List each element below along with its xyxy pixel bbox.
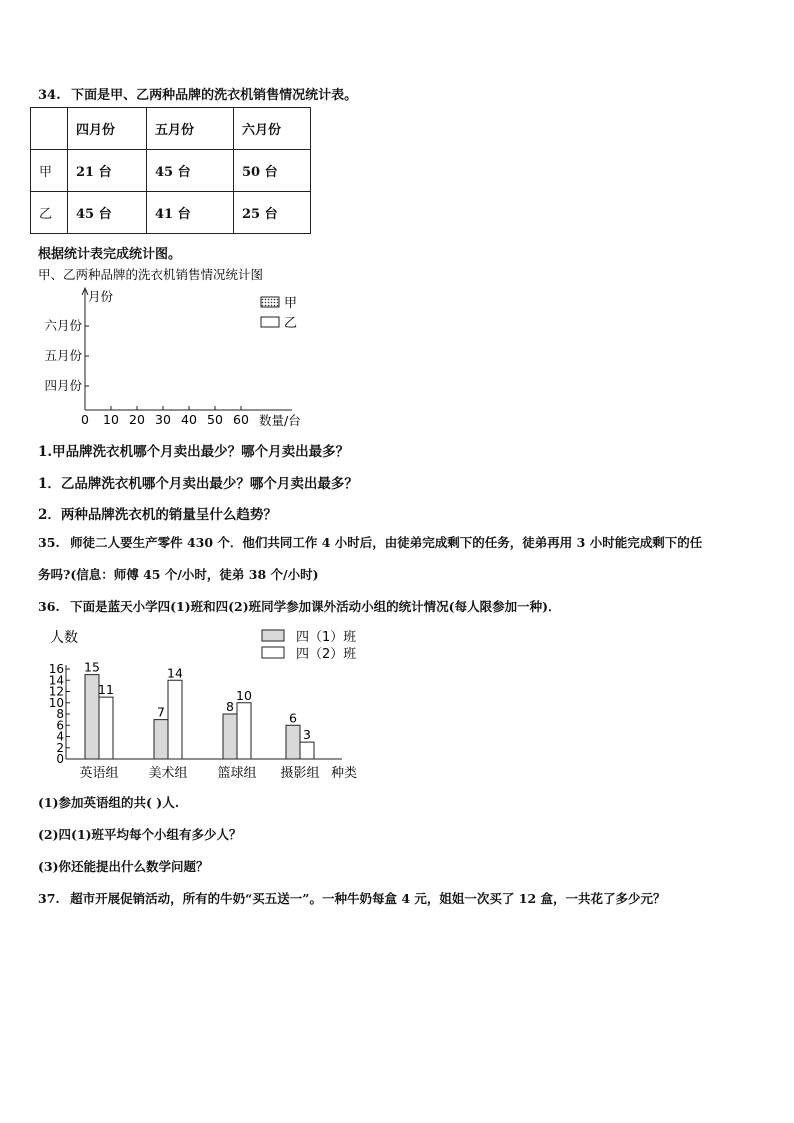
table-header-cell: 六月份 [234, 108, 311, 150]
y-tick-label: 2 [56, 740, 64, 755]
sub-question-1: (1)参加英语组的共( )人. [38, 795, 180, 810]
y-tick-label: 四月份 [44, 378, 82, 393]
x-tick-label: 40 [181, 412, 197, 427]
question-number: 35. [38, 535, 60, 550]
y-tick-label: 0 [56, 752, 64, 766]
y-tick-label: 14 [48, 673, 64, 688]
x-tick-label: 篮球组 [217, 766, 257, 781]
bar [99, 697, 113, 759]
data-label: 3 [303, 727, 311, 743]
question-number: 37. [38, 891, 60, 906]
table-cell: 25 台 [234, 192, 311, 234]
table-cell: 45 台 [147, 150, 234, 192]
y-tick-label: 4 [56, 729, 64, 744]
legend-label: 四（1）班 [296, 630, 357, 645]
bar [223, 714, 237, 759]
x-tick-label: 美术组 [148, 766, 188, 781]
sales-table [30, 107, 311, 234]
y-tick-label: 12 [48, 684, 64, 699]
data-label: 7 [157, 704, 165, 720]
y-tick-label: 16 [48, 662, 64, 676]
table-cell [31, 108, 68, 150]
x-axis-label: 种类 [331, 766, 358, 781]
table-cell: 乙 [31, 192, 68, 234]
bar [85, 675, 99, 759]
tick-labels [44, 318, 249, 427]
y-tick-label: 6 [56, 718, 64, 733]
sub-question-2: 1．乙品牌洗衣机哪个月卖出最少？哪个月卖出最多？ [38, 476, 358, 492]
bar [237, 703, 251, 759]
bar [300, 742, 314, 759]
y-tick-label: 8 [56, 707, 64, 721]
legend-label: 四（2）班 [296, 647, 357, 662]
y-axis-label: 人数 [50, 630, 78, 646]
y-tick-label: 五月份 [44, 348, 82, 363]
sub-question-1: 1.甲品牌洗衣机哪个月卖出最少？哪个月卖出最多？ [38, 444, 350, 460]
legend [261, 296, 297, 331]
question-text: 超市开展促销活动，所有的牛奶“买五送一”。一种牛奶每盒 4 元，姐姐一次买了 12 盒，一共花了多少元？ [70, 891, 666, 906]
x-tick-label: 30 [155, 412, 171, 427]
x-tick-label: 0 [81, 412, 89, 427]
legend-swatch [261, 317, 279, 327]
bar [168, 680, 182, 759]
data-label: 8 [226, 699, 234, 714]
x-tick-label: 10 [103, 412, 119, 427]
sub-question-3: (3)你还能提出什么数学问题？ [38, 859, 209, 874]
data-label: 10 [236, 687, 252, 703]
data-label: 15 [84, 659, 100, 675]
table-header-cell: 五月份 [147, 108, 234, 150]
question-34 [38, 84, 357, 103]
legend-label: 甲 [284, 296, 298, 311]
data-label: 11 [98, 682, 114, 698]
x-tick-label: 20 [129, 412, 145, 427]
table-cell: 45 台 [68, 192, 147, 234]
table-header-cell: 四月份 [68, 108, 147, 150]
legend-swatch [262, 647, 284, 658]
x-tick-label: 60 [233, 412, 249, 427]
chart-title: 甲、乙两种品牌的洗衣机销售情况统计图 [38, 267, 264, 282]
bar [286, 725, 300, 759]
data-label: 6 [289, 710, 297, 726]
bar [154, 720, 168, 759]
question-36 [38, 597, 561, 615]
sales-chart [30, 262, 330, 430]
question-35 [38, 533, 702, 551]
instruction-text: 根据统计表完成统计图。 [38, 247, 182, 262]
legend [262, 630, 356, 662]
sub-question-3: 2．两种品牌洗衣机的销量呈什么趋势？ [38, 507, 277, 523]
table-cell: 甲 [31, 150, 68, 192]
sub-question-2: (2)四(1)班平均每个小组有多少人？ [38, 827, 242, 842]
y-tick-label: 六月份 [44, 318, 82, 333]
question-37 [38, 889, 666, 907]
question-text: 下面是蓝天小学四(1)班和四(2)班同学参加课外活动小组的统计情况(每人限参加一种)． [70, 599, 561, 614]
legend-label: 乙 [284, 316, 298, 331]
legend-swatch [262, 630, 284, 641]
table-cell: 21 台 [68, 150, 147, 192]
bars [84, 660, 314, 759]
table-row [31, 150, 311, 192]
x-tick-label: 英语组 [79, 766, 119, 781]
question-text-line1: 师徒二人要生产零件 430 个．他们共同工作 4 小时后，由徒弟完成剩下的任务，徒弟再用 3 小时能完成剩下的任 [70, 535, 703, 550]
x-axis-label: 数量/台 [259, 413, 301, 428]
question-text: 下面是甲、乙两种品牌的洗衣机销售情况统计表。 [71, 88, 358, 103]
table-row [31, 192, 311, 234]
table-header-row [31, 108, 311, 150]
legend-swatch [261, 297, 279, 307]
question-number: 34. [38, 88, 61, 103]
activity-chart [38, 622, 378, 784]
table-cell: 41 台 [147, 192, 234, 234]
x-tick-label: 摄影组 [280, 766, 320, 781]
question-35-line2: 务吗?(信息：师傅 45 个/小时，徒弟 38 个/小时) [38, 567, 319, 582]
y-axis-label: 月份 [88, 289, 114, 304]
question-number: 36. [38, 599, 60, 614]
x-tick-label: 50 [207, 412, 223, 427]
data-label: 14 [167, 665, 183, 681]
y-tick-label: 10 [48, 695, 64, 710]
table-cell: 50 台 [234, 150, 311, 192]
